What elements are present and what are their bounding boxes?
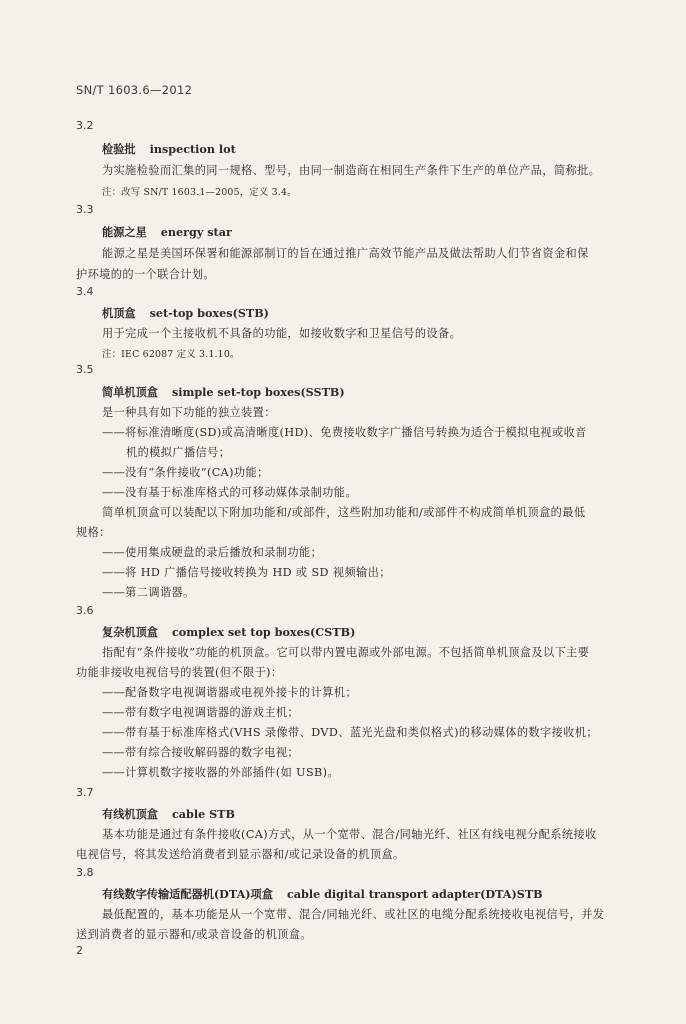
list-item: ——将 HD 广播信号接收转换为 HD 或 SD 视频输出； — [102, 566, 391, 579]
definition-line: 最低配置的，基本功能是从一个宽带、混合/同轴光纤、或社区的电缆分配系统接收电视信号，并发 — [102, 908, 605, 921]
definition-line: 简单机顶盒可以装配以下附加功能和/或部件，这些附加功能和/或部件不构成简单机顶盒的最低 — [102, 506, 586, 519]
term-chinese: 简单机顶盒 — [102, 385, 158, 399]
term-english: cable digital transport adapter(DTA)STB — [286, 887, 543, 901]
definition-line: 能源之星是美国环保署和能源部制订的旨在通过推广高效节能产品及做法帮助人们节省资金和保 — [102, 247, 589, 260]
term-chinese: 有线机顶盒 — [102, 807, 158, 821]
term-english: cable STB — [171, 807, 235, 821]
note-line: 注：改写 SN/T 1603.1—2005，定义 3.4。 — [102, 187, 297, 198]
clause-number: 3.3 — [76, 203, 94, 216]
term-english: inspection lot — [149, 142, 236, 156]
term-english: complex set top boxes(CSTB) — [171, 625, 356, 639]
term-english: set-top boxes(STB) — [149, 306, 269, 320]
list-item: ——没有基于标准库格式的可移动媒体录制功能。 — [102, 486, 357, 499]
list-item: ——带有基于标准库格式(VHS 录像带、DVD、蓝光光盘和类似格式)的移动媒体的数字接收机； — [102, 726, 598, 739]
list-item: ——带有综合接收解码器的数字电视； — [102, 746, 299, 759]
term-heading — [102, 224, 232, 240]
definition-line: 送到消费者的显示器和/或录音设备的机顶盒。 — [76, 928, 312, 941]
clause-number: 3.7 — [76, 786, 94, 799]
clause-number: 3.6 — [76, 604, 94, 617]
definition-line: 基本功能是通过有条件接收(CA)方式，从一个宽带、混合/同轴光纤、社区有线电视分配系统接收 — [102, 828, 597, 841]
term-heading — [102, 141, 236, 157]
clause-number: 3.4 — [76, 285, 94, 298]
list-item: ——带有数字电视调谐器的游戏主机； — [102, 706, 299, 719]
term-chinese: 有线数字传输适配器机(DTA)项盒 — [102, 887, 273, 901]
term-heading — [102, 305, 269, 321]
standard-number: SN/T 1603.6—2012 — [76, 83, 193, 97]
definition-line: 用于完成一个主接收机不具备的功能，如接收数字和卫星信号的设备。 — [102, 327, 462, 340]
list-item-continuation: 机的模拟广播信号； — [126, 446, 231, 459]
list-item: ——第二调谐器。 — [102, 586, 195, 599]
term-heading — [102, 384, 345, 400]
page-number: 2 — [76, 944, 83, 957]
clause-number: 3.2 — [76, 119, 94, 132]
definition-line: 护环境的的一个联合计划。 — [76, 268, 216, 281]
definition-line: 功能非接收电视信号的装置(但不限于)： — [76, 666, 283, 679]
clause-number: 3.5 — [76, 363, 94, 376]
definition-line: 规格： — [76, 526, 111, 539]
term-heading — [102, 624, 355, 640]
note-line: 注：IEC 62087 定义 3.1.10。 — [102, 349, 240, 360]
definition-line: 是一种具有如下功能的独立装置： — [102, 406, 276, 419]
list-item: ——将标准清晰度(SD)或高清晰度(HD)、免费接收数字广播信号转换为适合于模拟电视或收音 — [102, 426, 587, 439]
list-item: ——使用集成硬盘的录后播放和录制功能； — [102, 546, 323, 559]
clause-number: 3.8 — [76, 866, 94, 879]
list-item: ——没有“条件接收”(CA)功能； — [102, 466, 269, 479]
definition-line: 指配有“条件接收”功能的机顶盒。它可以带内置电源或外部电源。不包括简单机顶盒及以下主要 — [102, 646, 590, 659]
term-heading — [102, 806, 235, 822]
term-chinese: 机顶盒 — [102, 306, 136, 320]
list-item: ——配备数字电视调谐器或电视外接卡的计算机； — [102, 686, 357, 699]
term-chinese: 检验批 — [102, 142, 136, 156]
term-english: energy star — [160, 225, 232, 239]
list-item: ——计算机数字接收器的外部插件(如 USB)。 — [102, 766, 339, 779]
definition-line: 为实施检验而汇集的同一规格、型号，由同一制造商在相同生产条件下生产的单位产品，简称批。 — [102, 164, 601, 177]
term-heading — [102, 886, 543, 902]
definition-line: 电视信号，将其发送给消费者到显示器和/或记录设备的机顶盒。 — [76, 848, 405, 861]
term-chinese: 能源之星 — [102, 225, 147, 239]
term-english: simple set-top boxes(SSTB) — [171, 385, 345, 399]
term-chinese: 复杂机顶盒 — [102, 625, 158, 639]
